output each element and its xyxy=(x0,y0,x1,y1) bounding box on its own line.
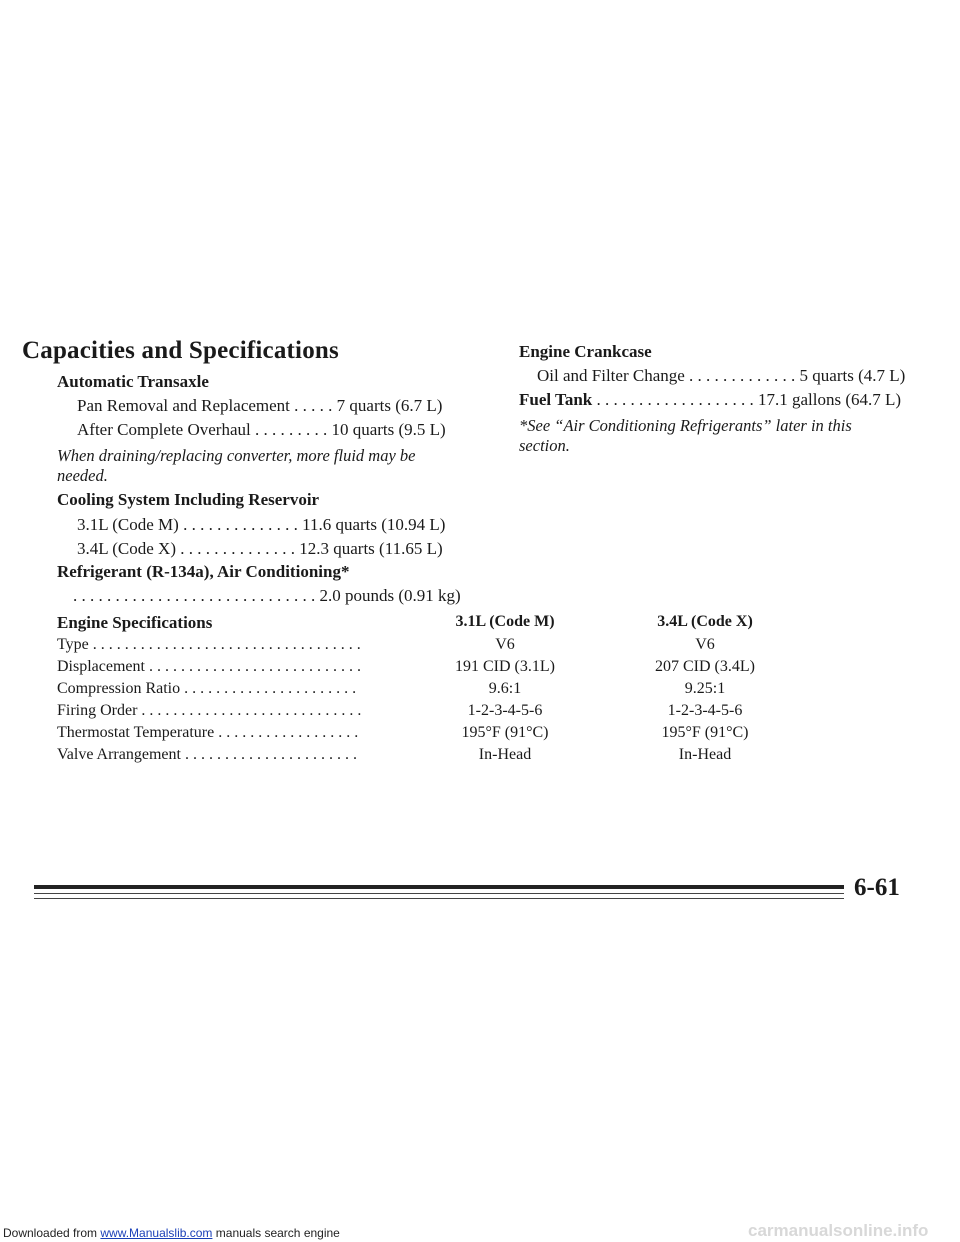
page-number: 6-61 xyxy=(854,874,900,901)
refrigerant-note-line2: section. xyxy=(519,436,570,455)
transaxle-overhaul-line: After Complete Overhaul . . . . . . . . . 10 quarts (9.5 L) xyxy=(77,420,446,439)
page-rule-thin xyxy=(34,898,844,899)
page-rule-mid xyxy=(34,893,844,894)
manualslib-link[interactable]: www.Manualslib.com xyxy=(100,1226,213,1240)
spec-row-thermostat-31: 195°F (91°C) xyxy=(461,724,549,741)
spec-row-displacement-34: 207 CID (3.4L) xyxy=(655,658,755,675)
spec-row-firing-34: 1-2-3-4-5-6 xyxy=(667,702,743,719)
cooling-31-line: 3.1L (Code M) . . . . . . . . . . . . . . 11.6 quarts (10.94 L) xyxy=(77,515,446,534)
cooling-34-line: 3.4L (Code X) . . . . . . . . . . . . . . 12.3 quarts (11.65 L) xyxy=(77,539,443,558)
watermark: carmanualsonline.info xyxy=(748,1221,929,1240)
spec-row-valve-31: In-Head xyxy=(478,746,532,763)
refrigerant-heading: Refrigerant (R-134a), Air Conditioning* xyxy=(57,562,350,581)
spec-row-type-31: V6 xyxy=(495,636,515,653)
page-title: Capacities and Specifications xyxy=(22,337,339,364)
spec-row-compression-34: 9.25:1 xyxy=(684,680,726,697)
engine-specs-heading: Engine Specifications xyxy=(57,613,213,632)
cooling-heading: Cooling System Including Reservoir xyxy=(57,490,320,509)
spec-row-firing-31: 1-2-3-4-5-6 xyxy=(467,702,543,719)
spec-row-displacement-label: Displacement . . . . . . . . . . . . . . . . . . . . . . . . . . . xyxy=(57,658,361,675)
spec-row-valve-34: In-Head xyxy=(678,746,732,763)
spec-row-valve-label: Valve Arrangement . . . . . . . . . . . . . . . . . . . . . . xyxy=(57,746,357,763)
fuel-tank-label: Fuel Tank xyxy=(519,390,593,409)
transaxle-note-line1: When draining/replacing converter, more fluid may be xyxy=(57,446,416,465)
footer-suffix: manuals search engine xyxy=(212,1226,340,1240)
fuel-tank-line xyxy=(519,390,901,410)
transaxle-pan-line: Pan Removal and Replacement . . . . . 7 quarts (6.7 L) xyxy=(77,396,443,415)
spec-row-type-label: Type . . . . . . . . . . . . . . . . . . . . . . . . . . . . . . . . . . xyxy=(57,636,361,653)
crankcase-heading: Engine Crankcase xyxy=(519,342,652,361)
download-footer xyxy=(3,1226,340,1240)
spec-row-thermostat-34: 195°F (91°C) xyxy=(661,724,749,741)
transaxle-note-line2: needed. xyxy=(57,466,108,485)
col-34-header: 3.4L (Code X) xyxy=(657,613,753,630)
refrigerant-line: . . . . . . . . . . . . . . . . . . . . . . . . . . . . . 2.0 pounds (0.91 kg) xyxy=(73,586,461,605)
crankcase-oil-line: Oil and Filter Change . . . . . . . . . . . . . 5 quarts (4.7 L) xyxy=(537,366,906,385)
col-31-header: 3.1L (Code M) xyxy=(455,613,555,630)
spec-row-compression-31: 9.6:1 xyxy=(488,680,522,697)
page-rule-thick xyxy=(34,885,844,889)
spec-row-type-34: V6 xyxy=(695,636,715,653)
spec-row-thermostat-label: Thermostat Temperature . . . . . . . . . . . . . . . . . . xyxy=(57,724,359,741)
footer-prefix: Downloaded from xyxy=(3,1226,101,1240)
spec-row-firing-label: Firing Order . . . . . . . . . . . . . . . . . . . . . . . . . . . . xyxy=(57,702,362,719)
refrigerant-note-line1: *See “Air Conditioning Refrigerants” later in this xyxy=(519,416,852,435)
transaxle-heading: Automatic Transaxle xyxy=(57,372,209,391)
fuel-tank-value: . . . . . . . . . . . . . . . . . . . 17.1 gallons (64.7 L) xyxy=(596,390,902,409)
spec-row-displacement-31: 191 CID (3.1L) xyxy=(455,658,555,675)
spec-row-compression-label: Compression Ratio . . . . . . . . . . . . . . . . . . . . . . xyxy=(57,680,357,697)
